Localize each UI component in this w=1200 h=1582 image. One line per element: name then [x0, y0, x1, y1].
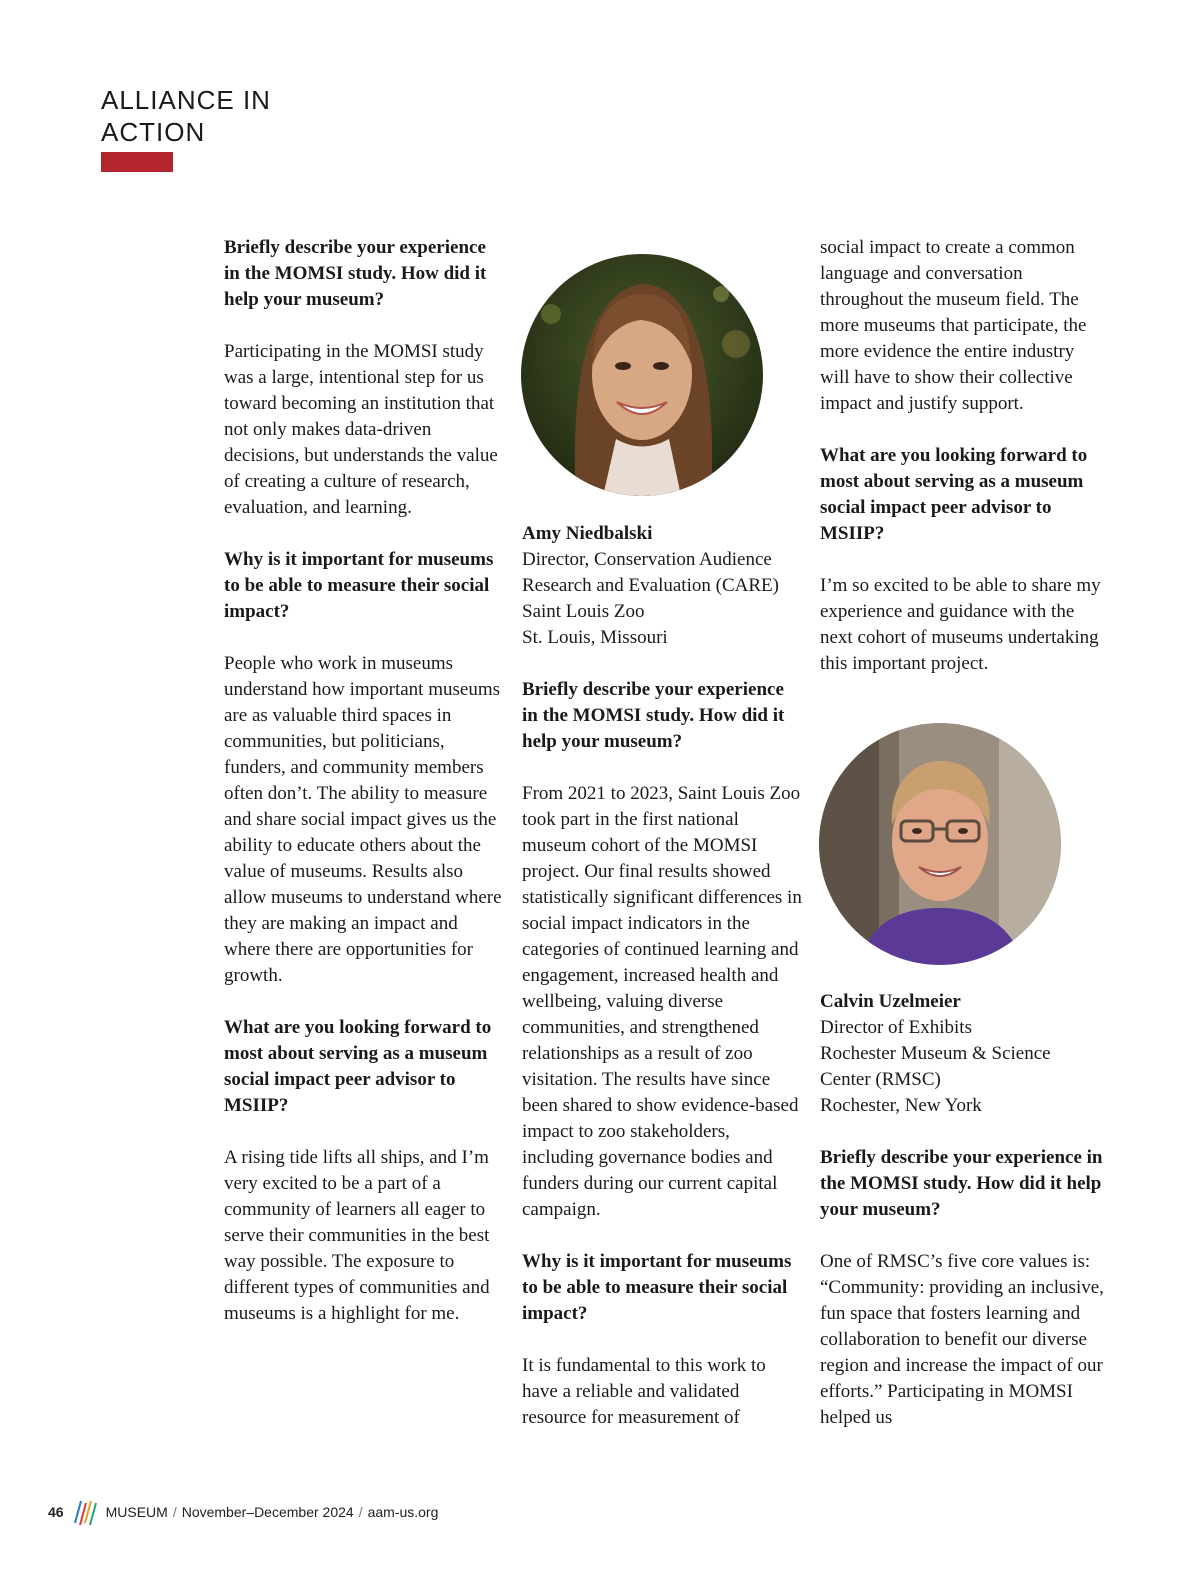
person-org: Rochester Museum & Science Center (RMSC): [820, 1043, 1051, 1090]
question-heading: Briefly describe your experience in the MOMSI study. How did it help your museum?: [224, 237, 487, 310]
answer-paragraph: One of RMSC’s five core values is: “Community: providing an inclusive, fun space that fosters learning and collaboration to benefit our diverse region and increase the impact of our efforts.” Participating in MOMSI helped us: [820, 1251, 1104, 1428]
answer-paragraph: People who work in museums understand how important museums are as valuable third spaces in communities, but politicians, funders, and community members often don’t. The ability to measure and share social impact gives us the ability to educate others about the value of museums. Results also allow museums to understand where they are making an impact and where there are opportunities for growth.: [224, 653, 502, 986]
answer-paragraph: A rising tide lifts all ships, and I’m very excited to be a part of a community of learners all eager to serve their communities in the best way possible. The exposure to different types of communities and museums is a highlight for me.: [224, 1147, 490, 1324]
answer-paragraph: From 2021 to 2023, Saint Louis Zoo took part in the first national museum cohort of the MOMSI project. Our final results showed statistically significant differences in social impact indicators in the categories of continued learning and engagement, increased health and wellbeing, valuing diverse communities, and strengthened relationships as a result of zoo visitation. The results have since been shared to show evidence-based impact to zoo stakeholders, including governance bodies and funders during our current capital campaign.: [522, 783, 802, 1220]
section-title-line1: ALLIANCE IN: [101, 85, 271, 115]
question-heading: Why is it important for museums to be able to measure their social impact?: [224, 549, 494, 622]
magazine-name: MUSEUM: [105, 1504, 168, 1520]
person-name: Calvin Uzelmeier: [820, 991, 961, 1012]
section-title-line2: ACTION: [101, 117, 206, 147]
column-2: [522, 677, 802, 1431]
section-title: [101, 84, 271, 148]
question-heading: Why is it important for museums to be able to measure their social impact?: [522, 1251, 792, 1324]
person-role: Director, Conservation Audience Research and Evaluation (CARE): [522, 549, 779, 596]
portrait-photo-amy-niedbalski: [521, 254, 763, 496]
person-name: Amy Niedbalski: [522, 523, 653, 544]
answer-paragraph: Participating in the MOMSI study was a large, intentional step for us toward becoming an institution that not only makes data-driven decisions, but understands the value of creating a culture of research, evaluation, and learning.: [224, 341, 498, 518]
separator: /: [358, 1504, 363, 1520]
page-footer: [48, 1497, 438, 1527]
question-heading: Briefly describe your experience in the MOMSI study. How did it help your museum?: [522, 679, 785, 752]
person-caption-1: [522, 521, 802, 651]
question-heading: What are you looking forward to most about serving as a museum social impact peer advisor to MSIIP?: [224, 1017, 492, 1116]
aam-logo-icon: [72, 1497, 98, 1527]
answer-paragraph: I’m so excited to be able to share my experience and guidance with the next cohort of museums undertaking this important project.: [820, 575, 1101, 674]
issue-date: November–December 2024: [181, 1504, 354, 1520]
website-link[interactable]: aam-us.org: [367, 1504, 439, 1520]
answer-paragraph: It is fundamental to this work to have a reliable and validated resource for measurement of: [522, 1355, 766, 1428]
person-caption-2: [820, 989, 1105, 1119]
column-3-continued: [820, 1145, 1105, 1431]
answer-paragraph: social impact to create a common language and conversation throughout the museum field. The more museums that participate, the more evidence the entire industry will have to show their collective impact and justify support.: [820, 237, 1087, 414]
page-number: 46: [48, 1504, 64, 1520]
question-heading: What are you looking forward to most about serving as a museum social impact peer advisor to MSIIP?: [820, 445, 1088, 544]
question-heading: Briefly describe your experience in the MOMSI study. How did it help your museum?: [820, 1147, 1103, 1220]
person-org: Saint Louis Zoo: [522, 601, 645, 622]
column-1: [224, 235, 504, 1327]
person-location: St. Louis, Missouri: [522, 627, 668, 648]
accent-bar: [101, 152, 173, 172]
person-role: Director of Exhibits: [820, 1017, 972, 1038]
person-location: Rochester, New York: [820, 1095, 982, 1116]
separator: /: [172, 1504, 177, 1520]
column-3: [820, 235, 1105, 677]
portrait-photo-calvin-uzelmeier: [819, 723, 1061, 965]
